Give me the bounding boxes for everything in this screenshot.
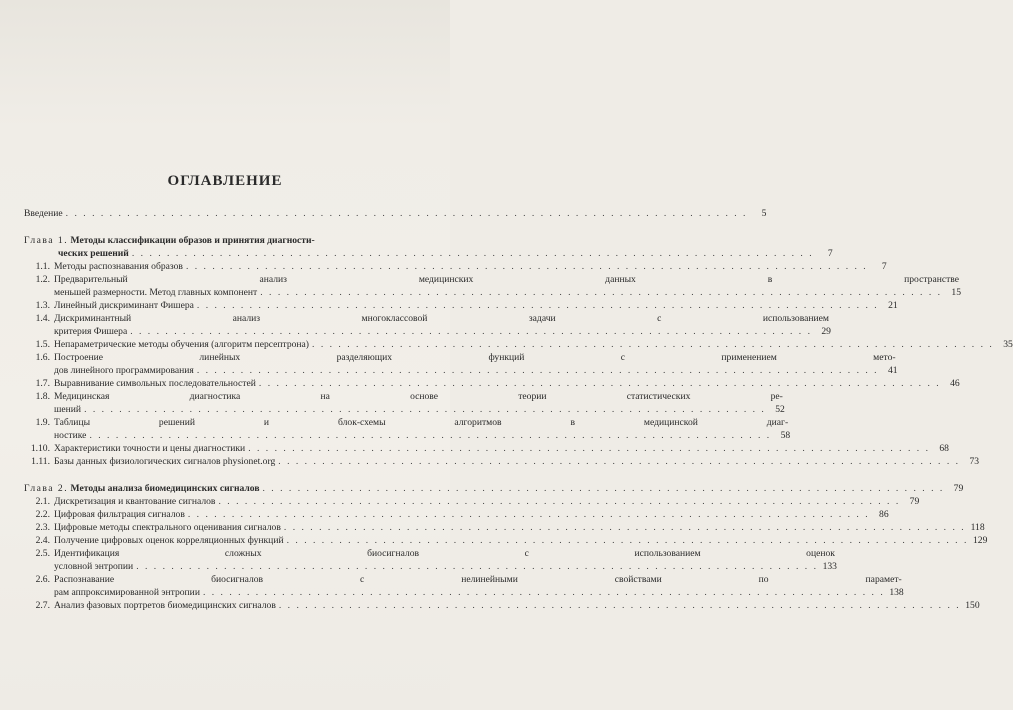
toc-page-number: 73 — [969, 456, 980, 467]
toc-page-number: 150 — [965, 600, 980, 611]
toc-entry[interactable] — [24, 508, 889, 521]
section-title: Распознавание биосигналов с нелинейными свойствами по парамет- — [54, 574, 902, 585]
section-number: 1.10. — [30, 443, 50, 454]
toc-entry[interactable] — [24, 547, 837, 573]
toc-entry[interactable] — [24, 312, 831, 338]
section-number: 1.1. — [35, 261, 50, 272]
section-number: 2.4. — [35, 535, 50, 546]
chapter-title: Методы анализа биомедицинских сигналов — [70, 483, 260, 494]
toc-page-number: 5 — [761, 208, 767, 219]
toc-page-number: 133 — [822, 561, 837, 572]
section-title: Цифровые методы спектрального оценивания сигналов — [54, 522, 281, 533]
toc-chapter-heading[interactable] — [24, 482, 964, 495]
leader-dots — [197, 299, 879, 312]
leader-dots — [136, 560, 818, 573]
chapter-title-line — [24, 234, 424, 247]
section-number: 1.3. — [35, 300, 50, 311]
toc-entry-intro[interactable] — [24, 207, 767, 220]
toc-page-number: 15 — [951, 287, 962, 298]
toc-entry[interactable] — [24, 599, 980, 612]
leader-dots — [248, 442, 930, 455]
section-title: Медицинская диагностика на основе теории статистических ре- — [54, 391, 783, 402]
section-title: Анализ фазовых портретов биомедицинских сигналов — [54, 600, 276, 611]
toc-page-number: 86 — [879, 509, 889, 520]
toc-entry[interactable] — [24, 338, 1013, 351]
toc-entry[interactable] — [24, 521, 985, 534]
toc-entry[interactable] — [24, 351, 898, 377]
section-title: Таблицы решений и блок-схемы алгоритмов в медицинской диаг- — [54, 417, 789, 428]
section-number: 1.2. — [35, 274, 50, 285]
toc-page-number: 79 — [953, 483, 964, 494]
leader-dots — [260, 286, 942, 299]
toc-page-number: 52 — [775, 404, 785, 415]
section-number: 1.9. — [35, 417, 50, 428]
section-title: дов линейного программирования — [54, 365, 194, 376]
section-title: условной энтропии — [54, 561, 134, 572]
section-title: шений — [54, 404, 82, 415]
leader-dots — [130, 325, 812, 338]
section-title: рам аппроксимированной энтропии — [54, 587, 200, 598]
section-title: критерия Фишера — [54, 326, 128, 337]
table-of-contents — [24, 207, 1013, 612]
section-title: Идентификация сложных биосигналов с использованием оценок — [54, 548, 835, 559]
chapter-title-line — [24, 482, 260, 495]
section-title: Дискриминантный анализ многоклассовой задачи с использованием — [54, 313, 829, 324]
leader-dots — [312, 338, 994, 351]
toc-entry[interactable] — [24, 273, 962, 299]
section-title: Получение цифровых оценок корреляционных функций — [54, 535, 284, 546]
leader-dots — [203, 586, 885, 599]
section-title: Выравнивание символьных последовательностей — [54, 378, 256, 389]
leader-dots — [89, 429, 771, 442]
chapter-label: Глава 2. — [24, 483, 69, 494]
section-number: 1.8. — [35, 391, 50, 402]
section-number: 2.1. — [35, 496, 50, 507]
toc-page-number: 21 — [888, 300, 898, 311]
leader-dots — [278, 455, 960, 468]
leader-dots — [218, 495, 900, 508]
section-title: Базы данных физиологических сигналов physionet.org — [54, 456, 276, 467]
chapter-spacer — [24, 468, 424, 482]
toc-page-number: 79 — [909, 496, 920, 507]
toc-entry[interactable] — [24, 260, 887, 273]
section-title: Предварительный анализ медицинских данных в пространстве — [54, 274, 960, 285]
chapter-title-continued: ческих решений — [58, 248, 129, 259]
toc-page-number: 58 — [780, 430, 791, 441]
leader-dots — [287, 534, 969, 547]
chapter-title: Методы классификации образов и принятия диагности- — [70, 235, 315, 246]
section-title: Методы распознавания образов — [54, 261, 183, 272]
page-title: ОГЛАВЛЕНИЕ — [167, 173, 283, 189]
toc-entry[interactable] — [24, 390, 785, 416]
toc-page-number: 7 — [827, 248, 833, 259]
section-title: Цифровая фильтрация сигналов — [54, 509, 185, 520]
section-title: ностике — [54, 430, 87, 441]
chapter-label: Глава 1. — [24, 235, 69, 246]
toc-entry[interactable] — [24, 495, 920, 508]
toc-entry[interactable] — [24, 455, 980, 468]
leader-dots — [284, 521, 966, 534]
section-title: Дискретизация и квантование сигналов — [54, 496, 216, 507]
section-number: 1.7. — [35, 378, 50, 389]
section-number: 2.3. — [35, 522, 50, 533]
toc-entry[interactable] — [24, 573, 904, 599]
toc-entry-label: Введение — [24, 208, 63, 219]
leader-dots — [132, 247, 814, 260]
toc-page-number: 68 — [939, 443, 949, 454]
section-title: Построение линейных разделяющих функций с применением мето- — [54, 352, 896, 363]
section-title: меньшей размерности. Метод главных компонент — [54, 287, 258, 298]
leader-dots — [197, 364, 879, 377]
toc-page-number: 118 — [970, 522, 985, 533]
toc-entry[interactable] — [24, 299, 898, 312]
toc-page-number: 129 — [972, 535, 988, 546]
toc-page-number: 138 — [889, 587, 904, 598]
toc-page-number: 35 — [1003, 339, 1013, 350]
section-title: Линейный дискриминант Фишера — [54, 300, 194, 311]
section-number: 2.6. — [35, 574, 50, 585]
section-number: 2.5. — [35, 548, 50, 559]
leader-dots — [188, 508, 870, 521]
section-number: 1.5. — [35, 339, 50, 350]
section-number: 2.2. — [35, 509, 50, 520]
section-title: Характеристики точности и цены диагностики — [54, 443, 246, 454]
toc-chapter-heading[interactable] — [24, 234, 833, 260]
leader-dots — [279, 599, 961, 612]
toc-page-number: 7 — [881, 261, 887, 272]
toc-entry[interactable] — [24, 377, 960, 390]
section-number: 1.6. — [35, 352, 50, 363]
section-title: Непараметрические методы обучения (алгоритм персептрона) — [54, 339, 310, 350]
toc-entry[interactable] — [24, 416, 791, 442]
toc-entry[interactable] — [24, 534, 988, 547]
leader-dots — [186, 260, 868, 273]
leader-dots — [84, 403, 766, 416]
leader-dots — [259, 377, 941, 390]
toc-page-number: 29 — [821, 326, 831, 337]
leader-dots — [66, 207, 748, 220]
section-number: 1.11. — [31, 456, 50, 467]
toc-page-number: 46 — [950, 378, 960, 389]
section-number: 1.4. — [35, 313, 50, 324]
section-number: 2.7. — [35, 600, 50, 611]
leader-dots — [263, 482, 945, 495]
toc-entry[interactable] — [24, 442, 949, 455]
toc-page-number: 41 — [887, 365, 898, 376]
